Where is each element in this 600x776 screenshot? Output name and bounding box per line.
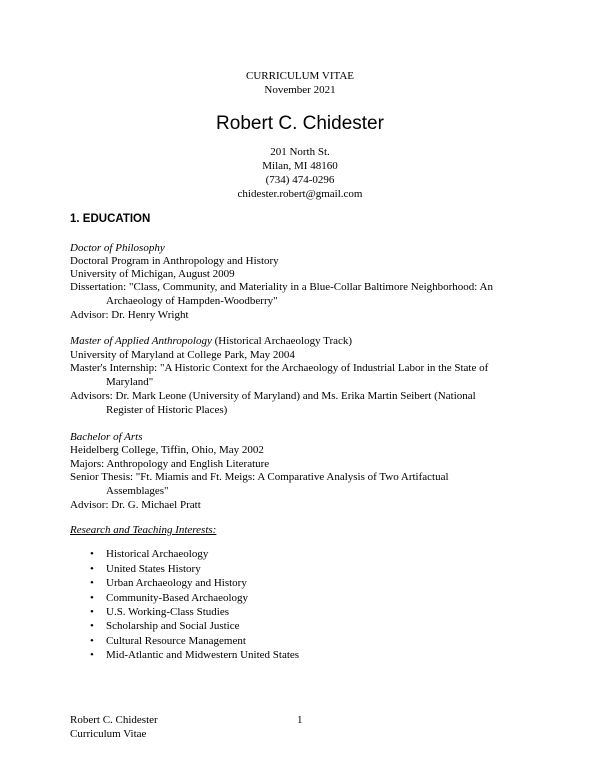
phd-advisor: Advisor: Dr. Henry Wright — [70, 309, 189, 321]
interest-item: Historical Archaeology — [106, 548, 209, 560]
maa-internship: Master's Internship: "A Historic Context for the Archaeology of Industrial Labor in the State of — [70, 362, 489, 374]
phd-degree: Doctor of Philosophy — [70, 242, 165, 254]
person-name: Robert C. Chidester — [216, 113, 384, 134]
address-line1: 201 North St. — [270, 146, 330, 158]
bullet-1: • — [90, 548, 94, 560]
footer-doc: Curriculum Vitae — [70, 728, 147, 740]
phd-dissertation-cont: Archaeology of Hampden-Woodberry" — [106, 295, 278, 307]
interest-item: Community-Based Archaeology — [106, 592, 249, 604]
footer-name: Robert C. Chidester — [70, 714, 158, 726]
phd-program: Doctoral Program in Anthropology and History — [70, 255, 279, 267]
interest-item: Mid-Atlantic and Midwestern United States — [106, 649, 300, 661]
bullet-6: • — [90, 620, 94, 632]
page-number: 1 — [297, 714, 303, 726]
interests-heading: Research and Teaching Interests: — [70, 524, 217, 536]
ba-degree: Bachelor of Arts — [70, 431, 143, 443]
maa-advisors-cont: Register of Historic Places) — [106, 404, 228, 416]
bullet-8: • — [90, 649, 94, 661]
doc-type: CURRICULUM VITAE — [245, 70, 354, 82]
phd-dissertation: Dissertation: "Class, Community, and Materiality in a Blue-Collar Baltimore Neighborhood: An — [70, 281, 493, 293]
bullet-5: • — [90, 606, 94, 618]
ba-school: Heidelberg College, Tiffin, Ohio, May 2002 — [70, 444, 264, 456]
bullet-2: • — [90, 563, 94, 575]
maa-track: (Historical Archaeology Track) — [211, 335, 353, 347]
bullet-4: • — [90, 592, 94, 604]
ba-majors: Majors: Anthropology and English Literature — [70, 458, 270, 470]
interest-item: U.S. Working-Class Studies — [106, 606, 229, 618]
ba-thesis: Senior Thesis: "Ft. Miamis and Ft. Meigs: A Comparative Analysis of Two Artifactual — [70, 471, 449, 483]
maa-internship-cont: Maryland" — [106, 376, 154, 388]
interest-item: Cultural Resource Management — [106, 635, 246, 647]
maa-degree-line — [70, 335, 352, 348]
bullet-7: • — [90, 635, 94, 647]
interest-item: Scholarship and Social Justice — [106, 620, 240, 632]
section-heading-education: 1. EDUCATION — [70, 213, 151, 225]
phone: (734) 474-0296 — [265, 174, 335, 186]
bullet-3: • — [90, 577, 94, 589]
ba-thesis-cont: Assemblages" — [106, 485, 169, 497]
doc-date: November 2021 — [264, 84, 336, 96]
maa-school: University of Maryland at College Park, May 2004 — [70, 349, 295, 361]
maa-degree: Master of Applied Anthropology — [70, 335, 212, 347]
email: chidester.robert@gmail.com — [237, 188, 363, 200]
phd-school: University of Michigan, August 2009 — [70, 268, 235, 280]
address-line2: Milan, MI 48160 — [262, 160, 338, 172]
interest-item: United States History — [106, 563, 201, 575]
ba-advisor: Advisor: Dr. G. Michael Pratt — [70, 499, 201, 511]
interest-item: Urban Archaeology and History — [106, 577, 247, 589]
maa-advisors: Advisors: Dr. Mark Leone (University of Maryland) and Ms. Erika Martin Seibert (National — [70, 390, 476, 402]
